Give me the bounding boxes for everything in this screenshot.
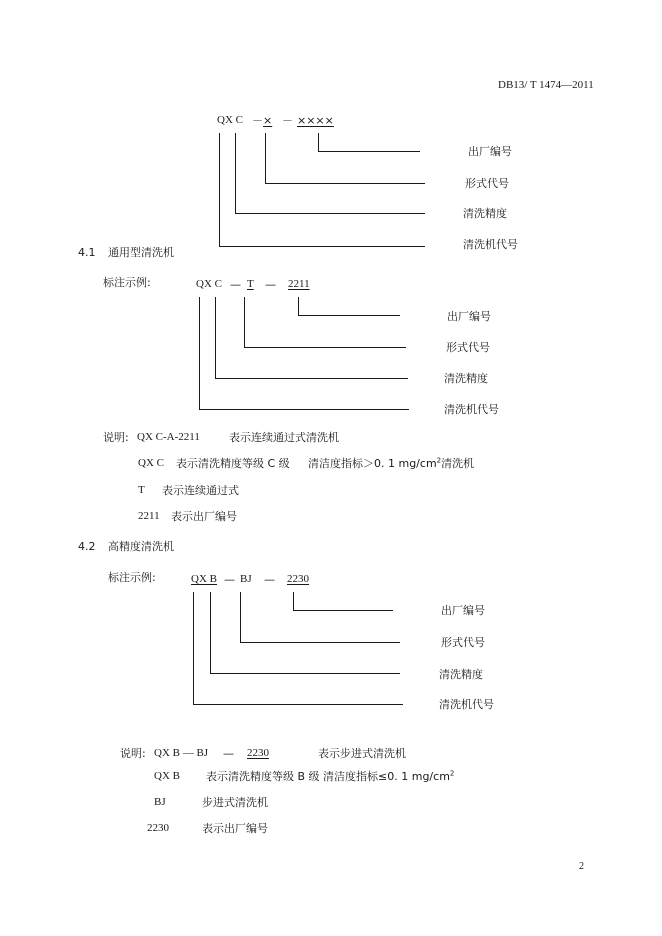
item-code: 2230 [147,822,169,834]
connector-line [244,297,245,348]
explain-text: 表示步进式清洗机 [318,747,406,760]
connector-line [235,213,425,214]
label-machine-code: 清洗机代号 [439,698,494,711]
serial-placeholder: ×××× [297,114,334,127]
connector-line [298,297,299,316]
item-text: 表示出厂编号 [171,510,237,523]
item-code: BJ [154,796,166,808]
item-code: QX B [154,770,180,782]
separator: — [230,278,241,291]
item-text: 表示清洗精度等级 C 级 [176,457,290,470]
example-label: 标注示例: [103,276,151,289]
code-prefix: QX C [196,278,222,290]
label-precision: 清洗精度 [444,372,488,385]
connector-line [265,183,425,184]
serial-number: 2211 [288,278,310,290]
serial-number: 2230 [287,573,309,585]
connector-line [235,133,236,214]
connector-line [199,297,200,410]
separator: — [223,747,234,760]
form-code: BJ [240,573,252,585]
connector-line [210,592,211,674]
label-serial: 出厂编号 [468,145,512,158]
label-serial: 出厂编号 [447,310,491,323]
connector-line [219,246,425,247]
explain-label: 说明: [120,747,146,760]
label-machine-code: 清洗机代号 [463,238,518,251]
explain-text: 表示连续通过式清洗机 [229,431,339,444]
item-code: T [138,484,145,496]
label-form: 形式代号 [465,177,509,190]
connector-line [199,409,409,410]
explain-code: QX C-A-2211 [137,431,200,443]
explain-label: 说明: [103,431,129,444]
separator: — [265,278,276,291]
label-form: 形式代号 [446,341,490,354]
code-prefix: QX B [191,573,217,585]
connector-line [244,347,406,348]
connector-line [298,315,400,316]
section-heading: 高精度清洗机 [108,540,174,553]
page-number: 2 [579,861,584,872]
connector-line [240,592,241,643]
connector-line [318,151,420,152]
connector-line [265,133,266,184]
label-precision: 清洗精度 [463,207,507,220]
example-label: 标注示例: [108,571,156,584]
connector-line [293,610,393,611]
label-serial: 出厂编号 [441,604,485,617]
explain-code: QX B — BJ [154,747,209,759]
item-text: 表示出厂编号 [202,822,268,835]
form-code: T [247,278,254,290]
code-prefix: QX C [217,114,243,126]
item-text: 表示连续通过式 [162,484,239,497]
item-code: QX C [138,457,164,469]
section-number: 4.2 [78,540,96,553]
connector-line [215,297,216,379]
connector-line [210,673,400,674]
precision-placeholder: × [263,114,273,127]
item-text: 步进式清洗机 [202,796,268,809]
connector-line [219,133,220,247]
connector-line [240,642,400,643]
separator: － [252,114,263,127]
item-text: 清洁度指标＞0. 1 $mg/cm^2$清洗机 [308,456,475,470]
connector-line [318,133,319,152]
section-heading: 通用型清洗机 [108,246,174,259]
label-machine-code: 清洗机代号 [444,403,499,416]
label-form: 形式代号 [441,636,485,649]
connector-line [193,592,194,705]
separator: － [282,114,293,127]
label-precision: 清洗精度 [439,668,483,681]
section-number: 4.1 [78,246,96,259]
explain-serial: 2230 [247,747,269,759]
document-id: DB13/ T 1474—2011 [498,79,594,91]
connector-line [193,704,403,705]
separator: — [264,573,275,586]
item-text: 表示清洗精度等级 B 级 清洁度指标≤0. 1 $mg/cm^2$ [206,769,455,783]
connector-line [215,378,408,379]
separator: — [224,573,235,586]
item-code: 2211 [138,510,160,522]
connector-line [293,592,294,611]
